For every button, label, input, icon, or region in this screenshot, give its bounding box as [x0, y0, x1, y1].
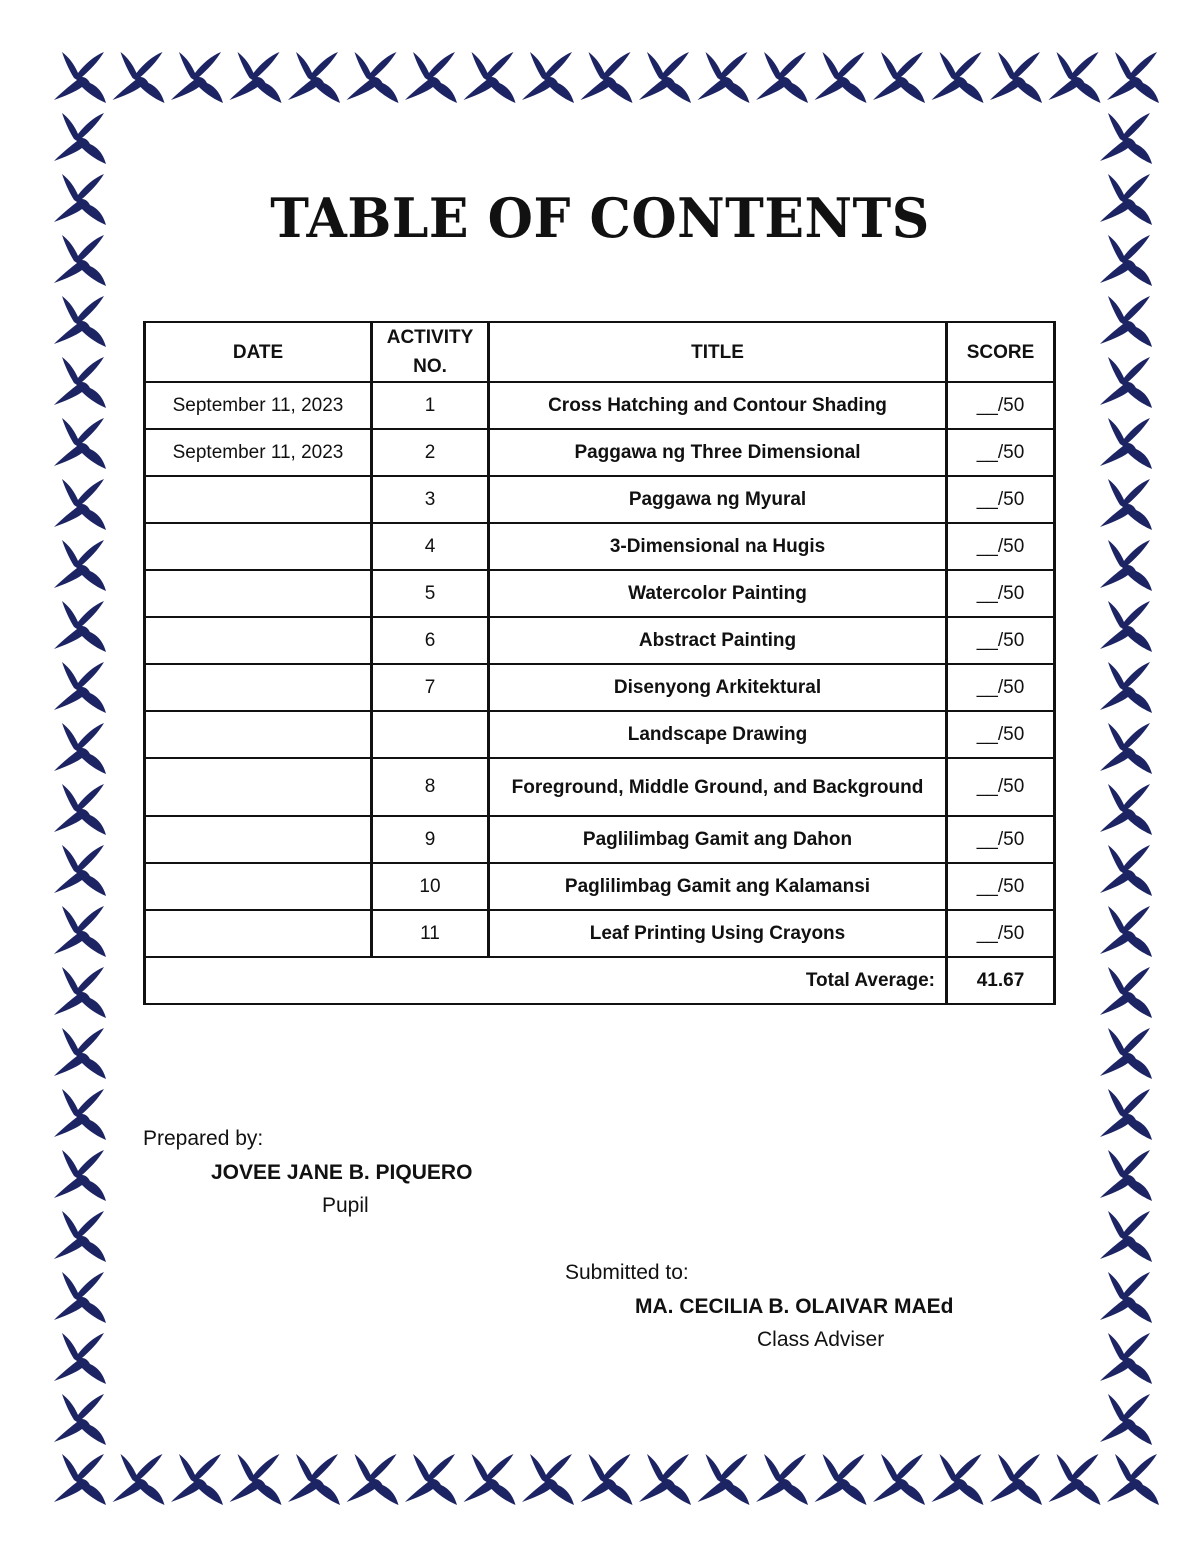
row-score: __/50 — [947, 382, 1055, 429]
contents-table — [143, 321, 1056, 1005]
row-date — [145, 476, 372, 523]
row-score: __/50 — [947, 711, 1055, 758]
table-row — [145, 570, 1055, 617]
row-title: Abstract Painting — [489, 617, 947, 664]
swallow-bird-icon — [1107, 52, 1159, 103]
row-score: __/50 — [947, 664, 1055, 711]
row-date — [145, 570, 372, 617]
row-title: 3-Dimensional na Hugis — [489, 523, 947, 570]
table-row — [145, 617, 1055, 664]
page-title: TABLE OF CONTENTS — [270, 186, 930, 251]
swallow-bird-icon — [1100, 662, 1152, 713]
swallow-bird-icon — [1100, 540, 1152, 591]
swallow-bird-icon — [54, 662, 106, 713]
row-title: Paggawa ng Myural — [489, 476, 947, 523]
swallow-bird-icon — [54, 906, 106, 957]
header-date: DATE — [145, 322, 372, 382]
swallow-bird-icon — [581, 1454, 633, 1505]
swallow-bird-icon — [54, 967, 106, 1018]
row-date — [145, 664, 372, 711]
swallow-bird-icon — [639, 1454, 691, 1505]
table-row — [145, 476, 1055, 523]
table-header-row — [145, 322, 1055, 382]
row-score: __/50 — [947, 910, 1055, 957]
row-activity-no: 2 — [372, 429, 489, 476]
submitted-to-role: Class Adviser — [757, 1328, 885, 1351]
swallow-bird-icon — [54, 1454, 106, 1505]
swallow-bird-icon — [1100, 723, 1152, 774]
row-date — [145, 711, 372, 758]
swallow-bird-icon — [1100, 296, 1152, 347]
row-activity-no: 8 — [372, 758, 489, 816]
swallow-bird-icon — [756, 1454, 808, 1505]
prepared-by-role: Pupil — [322, 1194, 369, 1217]
swallow-bird-icon — [581, 52, 633, 103]
swallow-bird-icon — [932, 52, 984, 103]
swallow-bird-icon — [1100, 357, 1152, 408]
swallow-bird-icon — [288, 1454, 340, 1505]
swallow-bird-icon — [171, 1454, 223, 1505]
swallow-bird-icon — [1100, 418, 1152, 469]
swallow-bird-icon — [230, 52, 282, 103]
swallow-bird-icon — [54, 1333, 106, 1384]
row-score: __/50 — [947, 523, 1055, 570]
swallow-bird-icon — [405, 1454, 457, 1505]
swallow-bird-icon — [113, 1454, 165, 1505]
row-activity-no: 10 — [372, 863, 489, 910]
swallow-bird-icon — [1100, 1272, 1152, 1323]
swallow-bird-icon — [1100, 906, 1152, 957]
row-score: __/50 — [947, 429, 1055, 476]
swallow-bird-icon — [288, 52, 340, 103]
row-title: Landscape Drawing — [489, 711, 947, 758]
prepared-by-name: JOVEE JANE B. PIQUERO — [211, 1161, 473, 1184]
swallow-bird-icon — [815, 52, 867, 103]
swallow-bird-icon — [1100, 1028, 1152, 1079]
swallow-bird-icon — [464, 52, 516, 103]
row-score: __/50 — [947, 617, 1055, 664]
header-activity-no: ACTIVITY NO. — [372, 322, 489, 382]
row-date: September 11, 2023 — [145, 429, 372, 476]
swallow-bird-icon — [113, 52, 165, 103]
swallow-bird-icon — [698, 1454, 750, 1505]
swallow-bird-icon — [1100, 601, 1152, 652]
swallow-bird-icon — [639, 52, 691, 103]
table-row — [145, 664, 1055, 711]
swallow-bird-icon — [405, 52, 457, 103]
row-title: Paggawa ng Three Dimensional — [489, 429, 947, 476]
row-title: Foreground, Middle Ground, and Background — [489, 758, 947, 816]
row-date — [145, 758, 372, 816]
swallow-bird-icon — [990, 52, 1042, 103]
swallow-bird-icon — [1107, 1454, 1159, 1505]
swallow-bird-icon — [54, 601, 106, 652]
swallow-bird-icon — [54, 1211, 106, 1262]
row-date — [145, 863, 372, 910]
swallow-bird-icon — [347, 52, 399, 103]
row-date — [145, 816, 372, 863]
prepared-by-label: Prepared by: — [143, 1127, 264, 1150]
total-average-label: Total Average: — [145, 957, 947, 1004]
submitted-to-label: Submitted to: — [565, 1261, 689, 1284]
swallow-bird-icon — [873, 1454, 925, 1505]
row-title: Paglilimbag Gamit ang Dahon — [489, 816, 947, 863]
row-date: September 11, 2023 — [145, 382, 372, 429]
row-activity-no: 11 — [372, 910, 489, 957]
swallow-bird-icon — [54, 784, 106, 835]
swallow-bird-icon — [171, 52, 223, 103]
swallow-bird-icon — [54, 479, 106, 530]
swallow-bird-icon — [1100, 845, 1152, 896]
total-average-row — [145, 957, 1055, 1004]
row-date — [145, 523, 372, 570]
row-score: __/50 — [947, 758, 1055, 816]
swallow-bird-icon — [1049, 1454, 1101, 1505]
swallow-bird-icon — [230, 1454, 282, 1505]
swallow-bird-icon — [1100, 1089, 1152, 1140]
row-activity-no — [372, 711, 489, 758]
table-row — [145, 910, 1055, 957]
row-activity-no: 3 — [372, 476, 489, 523]
swallow-bird-icon — [54, 1272, 106, 1323]
row-activity-no: 4 — [372, 523, 489, 570]
swallow-bird-icon — [54, 296, 106, 347]
swallow-bird-icon — [1100, 1150, 1152, 1201]
swallow-bird-icon — [1100, 1211, 1152, 1262]
swallow-bird-icon — [932, 1454, 984, 1505]
swallow-bird-icon — [54, 52, 106, 103]
swallow-bird-icon — [756, 52, 808, 103]
submitted-to-name: MA. CECILIA B. OLAIVAR MAEd — [635, 1295, 954, 1318]
row-activity-no: 6 — [372, 617, 489, 664]
swallow-bird-icon — [1049, 52, 1101, 103]
total-average-value: 41.67 — [947, 957, 1055, 1004]
swallow-bird-icon — [1100, 1333, 1152, 1384]
swallow-bird-icon — [54, 723, 106, 774]
swallow-bird-icon — [698, 52, 750, 103]
swallow-bird-icon — [54, 418, 106, 469]
row-title: Cross Hatching and Contour Shading — [489, 382, 947, 429]
swallow-bird-icon — [1100, 1394, 1152, 1445]
swallow-bird-icon — [54, 357, 106, 408]
row-activity-no: 5 — [372, 570, 489, 617]
swallow-bird-icon — [815, 1454, 867, 1505]
swallow-bird-icon — [522, 1454, 574, 1505]
swallow-bird-icon — [54, 1089, 106, 1140]
row-score: __/50 — [947, 863, 1055, 910]
swallow-bird-icon — [1100, 479, 1152, 530]
header-title: TITLE — [489, 322, 947, 382]
table-row — [145, 816, 1055, 863]
table-row — [145, 382, 1055, 429]
row-activity-no: 9 — [372, 816, 489, 863]
table-row — [145, 523, 1055, 570]
table-row — [145, 711, 1055, 758]
swallow-bird-icon — [464, 1454, 516, 1505]
swallow-bird-icon — [1100, 113, 1152, 164]
swallow-bird-icon — [873, 52, 925, 103]
swallow-bird-icon — [347, 1454, 399, 1505]
swallow-bird-icon — [522, 52, 574, 103]
header-score: SCORE — [947, 322, 1055, 382]
table-row — [145, 863, 1055, 910]
swallow-bird-icon — [54, 845, 106, 896]
row-score: __/50 — [947, 476, 1055, 523]
row-activity-no: 1 — [372, 382, 489, 429]
swallow-bird-icon — [1100, 967, 1152, 1018]
row-title: Paglilimbag Gamit ang Kalamansi — [489, 863, 947, 910]
swallow-bird-icon — [54, 540, 106, 591]
swallow-bird-icon — [1100, 784, 1152, 835]
row-activity-no: 7 — [372, 664, 489, 711]
row-date — [145, 617, 372, 664]
swallow-bird-icon — [54, 113, 106, 164]
swallow-bird-icon — [54, 1150, 106, 1201]
row-title: Leaf Printing Using Crayons — [489, 910, 947, 957]
row-title: Disenyong Arkitektural — [489, 664, 947, 711]
row-date — [145, 910, 372, 957]
table-row — [145, 429, 1055, 476]
swallow-bird-icon — [54, 1394, 106, 1445]
table-row — [145, 758, 1055, 816]
swallow-bird-icon — [990, 1454, 1042, 1505]
row-title: Watercolor Painting — [489, 570, 947, 617]
row-score: __/50 — [947, 570, 1055, 617]
row-score: __/50 — [947, 816, 1055, 863]
swallow-bird-icon — [54, 1028, 106, 1079]
